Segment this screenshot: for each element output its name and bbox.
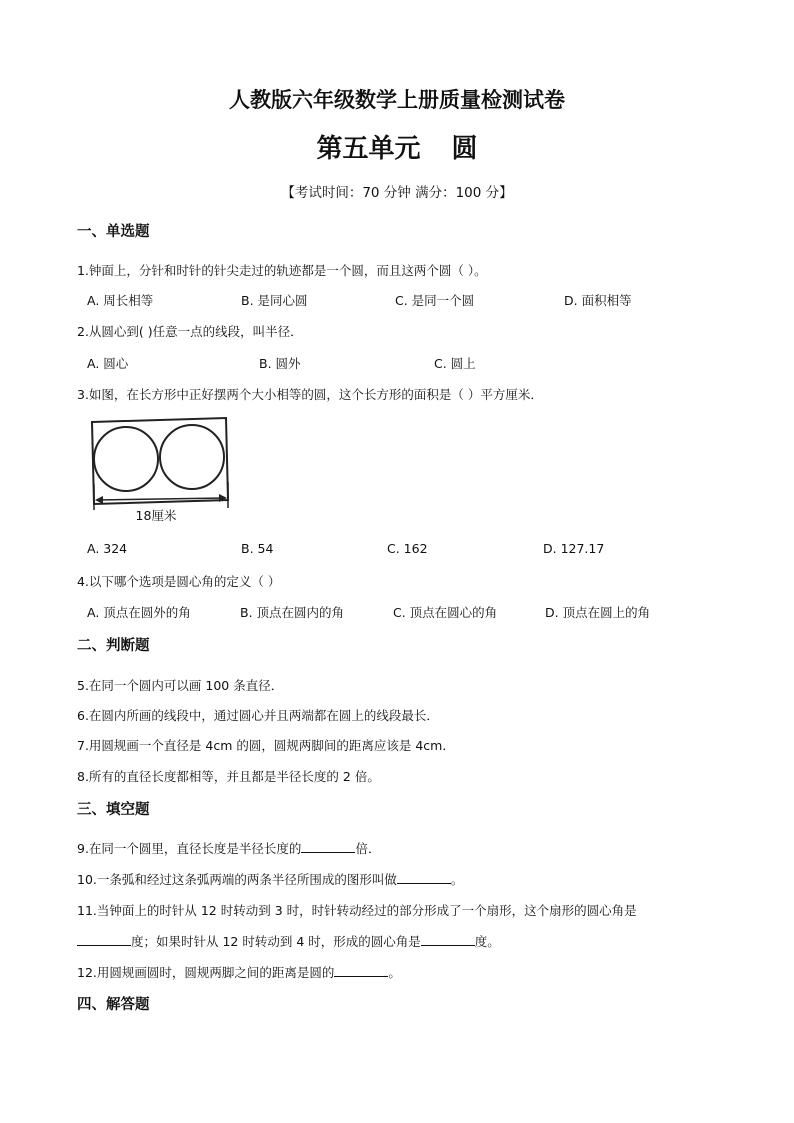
- question-3: 3.如图，在长方形中正好摆两个大小相等的圆，这个长方形的面积是（ ）平方厘米．: [77, 387, 543, 402]
- question-1-option-a: A. 周长相等: [87, 293, 154, 308]
- question-10-text: 10.一条弧和经过这条弧两端的两条半径所围成的图形叫做: [77, 872, 397, 887]
- question-4-option-a: A. 顶点在圆外的角: [87, 605, 191, 620]
- question-12: [77, 963, 401, 981]
- question-3-option-a: A. 324: [87, 541, 128, 556]
- question-1-option-d: D. 面积相等: [564, 293, 632, 308]
- question-2: 2.从圆心到( )任意一点的线段，叫半径．: [77, 324, 303, 339]
- question-4-option-d: D. 顶点在圆上的角: [545, 605, 651, 620]
- question-2-option-b: B. 圆外: [259, 356, 301, 371]
- section-heading-single-choice: 一、单选题: [77, 223, 150, 240]
- question-1-option-b: B. 是同心圆: [241, 293, 308, 308]
- answer-blank[interactable]: [397, 871, 451, 884]
- question-3-option-d: D. 127.17: [543, 541, 605, 556]
- answer-blank[interactable]: [334, 964, 388, 977]
- question-3-option-c: C. 162: [387, 541, 428, 556]
- rectangle-two-circles-figure: [88, 414, 234, 530]
- question-10-suffix: 。: [450, 872, 464, 887]
- question-8: 8.所有的直径长度都相等，并且都是半径长度的 2 倍。: [77, 769, 380, 784]
- exam-meta: 【考试时间：70 分钟 满分：100 分】: [281, 185, 513, 201]
- answer-blank[interactable]: [421, 933, 475, 946]
- question-11-mid-text: 度；如果时针从 12 时转动到 4 时，形成的圆心角是: [131, 934, 421, 949]
- answer-blank[interactable]: [77, 933, 131, 946]
- question-4: 4.以下哪个选项是圆心角的定义（ ）: [77, 574, 281, 589]
- question-5: 5.在同一个圆内可以画 100 条直径．: [77, 678, 284, 693]
- question-12-suffix: 。: [388, 965, 401, 980]
- answer-blank[interactable]: [301, 840, 355, 853]
- section-heading-true-false: 二、判断题: [77, 637, 150, 654]
- question-4-option-c: C. 顶点在圆心的角: [393, 605, 498, 620]
- question-1: 1.钟面上，分针和时针的针尖走过的轨迹都是一个圆，而且这两个圆（ ）。: [77, 263, 487, 278]
- exam-title: 人教版六年级数学上册质量检测试卷: [229, 87, 565, 112]
- question-9: [77, 839, 380, 857]
- section-heading-fill-blank: 三、填空题: [77, 801, 150, 818]
- figure-length-label: 18厘米: [135, 508, 177, 523]
- question-2-option-c: C. 圆上: [434, 356, 476, 371]
- question-2-option-a: A. 圆心: [87, 356, 129, 371]
- question-9-suffix: 倍．: [355, 841, 381, 856]
- question-7: 7.用圆规画一个直径是 4cm 的圆，圆规两脚间的距离应该是 4cm．: [77, 738, 455, 753]
- question-9-text: 9.在同一个圆里，直径长度是半径长度的: [77, 841, 302, 856]
- section-heading-solution: 四、解答题: [77, 996, 150, 1013]
- question-11-end-text: 度。: [474, 934, 500, 949]
- question-11-line-1: 11.当钟面上的时针从 12 时转动到 3 时，时针转动经过的部分形成了一个扇形，这个扇形的圆心角是: [77, 903, 637, 918]
- question-11-line-2: [77, 932, 500, 950]
- question-4-option-b: B. 顶点在圆内的角: [240, 605, 345, 620]
- question-1-option-c: C. 是同一个圆: [395, 293, 475, 308]
- question-12-text: 12.用圆规画圆时，圆规两脚之间的距离是圆的: [77, 965, 335, 980]
- question-6: 6.在圆内所画的线段中，通过圆心并且两端都在圆上的线段最长．: [77, 708, 439, 723]
- question-10: [77, 870, 463, 888]
- question-3-option-b: B. 54: [241, 541, 274, 556]
- unit-title: 第五单元 圆: [316, 134, 478, 164]
